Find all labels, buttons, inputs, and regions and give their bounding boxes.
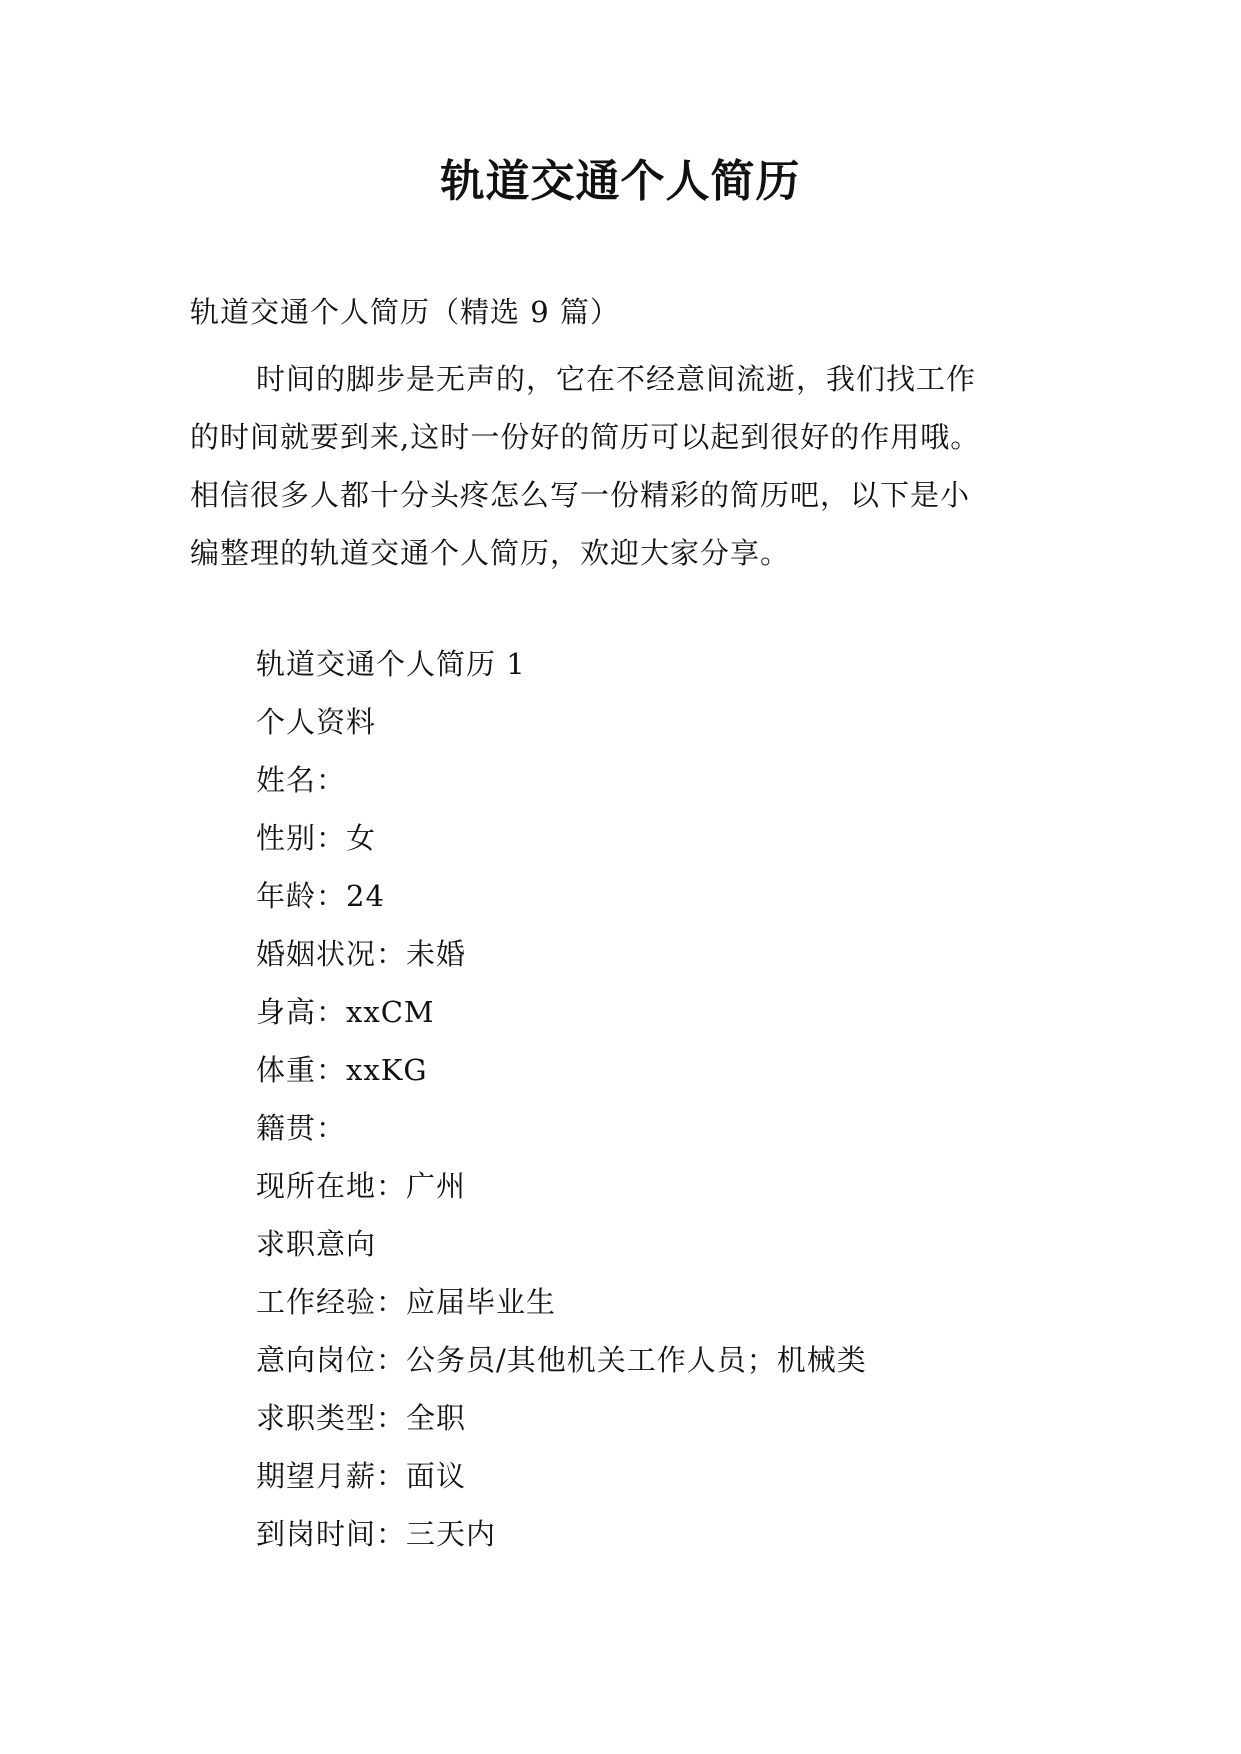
resume-section (256, 644, 867, 1572)
resume-field-start-time: 到岗时间：三天内 (256, 1517, 497, 1551)
intro-line: 时间的脚步是无声的，它在不经意间流逝，我们找工作 (256, 362, 977, 396)
resume-field-location: 现所在地：广州 (256, 1169, 467, 1203)
intro-line: 编整理的轨道交通个人简历，欢迎大家分享。 (190, 536, 791, 570)
page-title: 轨道交通个人简历 (440, 156, 801, 207)
resume-field-experience: 工作经验：应届毕业生 (256, 1285, 557, 1319)
resume-field-marital-status: 婚姻状况：未婚 (256, 937, 467, 971)
resume-field-hometown: 籍贯： (256, 1111, 347, 1145)
resume-field-job-type: 求职类型：全职 (256, 1401, 467, 1435)
resume-field-weight: 体重：xxKG (256, 1053, 428, 1087)
document-subtitle: 轨道交通个人简历（精选 9 篇） (190, 295, 620, 329)
intro-line: 相信很多人都十分头疼怎么写一份精彩的简历吧，以下是小 (190, 478, 971, 512)
resume-field-name: 姓名： (256, 763, 347, 797)
resume-heading: 轨道交通个人简历 1 (256, 647, 526, 681)
resume-field-age: 年龄：24 (256, 879, 385, 913)
resume-field-height: 身高：xxCM (256, 995, 435, 1029)
resume-field-position: 意向岗位：公务员/其他机关工作人员；机械类 (256, 1343, 867, 1377)
intro-paragraph (190, 350, 1070, 582)
section-heading-job-intention: 求职意向 (256, 1227, 377, 1261)
resume-field-gender: 性别：女 (256, 821, 377, 855)
intro-line: 的时间就要到来,这时一份好的简历可以起到很好的作用哦。 (190, 420, 981, 454)
section-heading-personal-info: 个人资料 (256, 705, 377, 739)
resume-field-salary: 期望月薪：面议 (256, 1459, 467, 1493)
